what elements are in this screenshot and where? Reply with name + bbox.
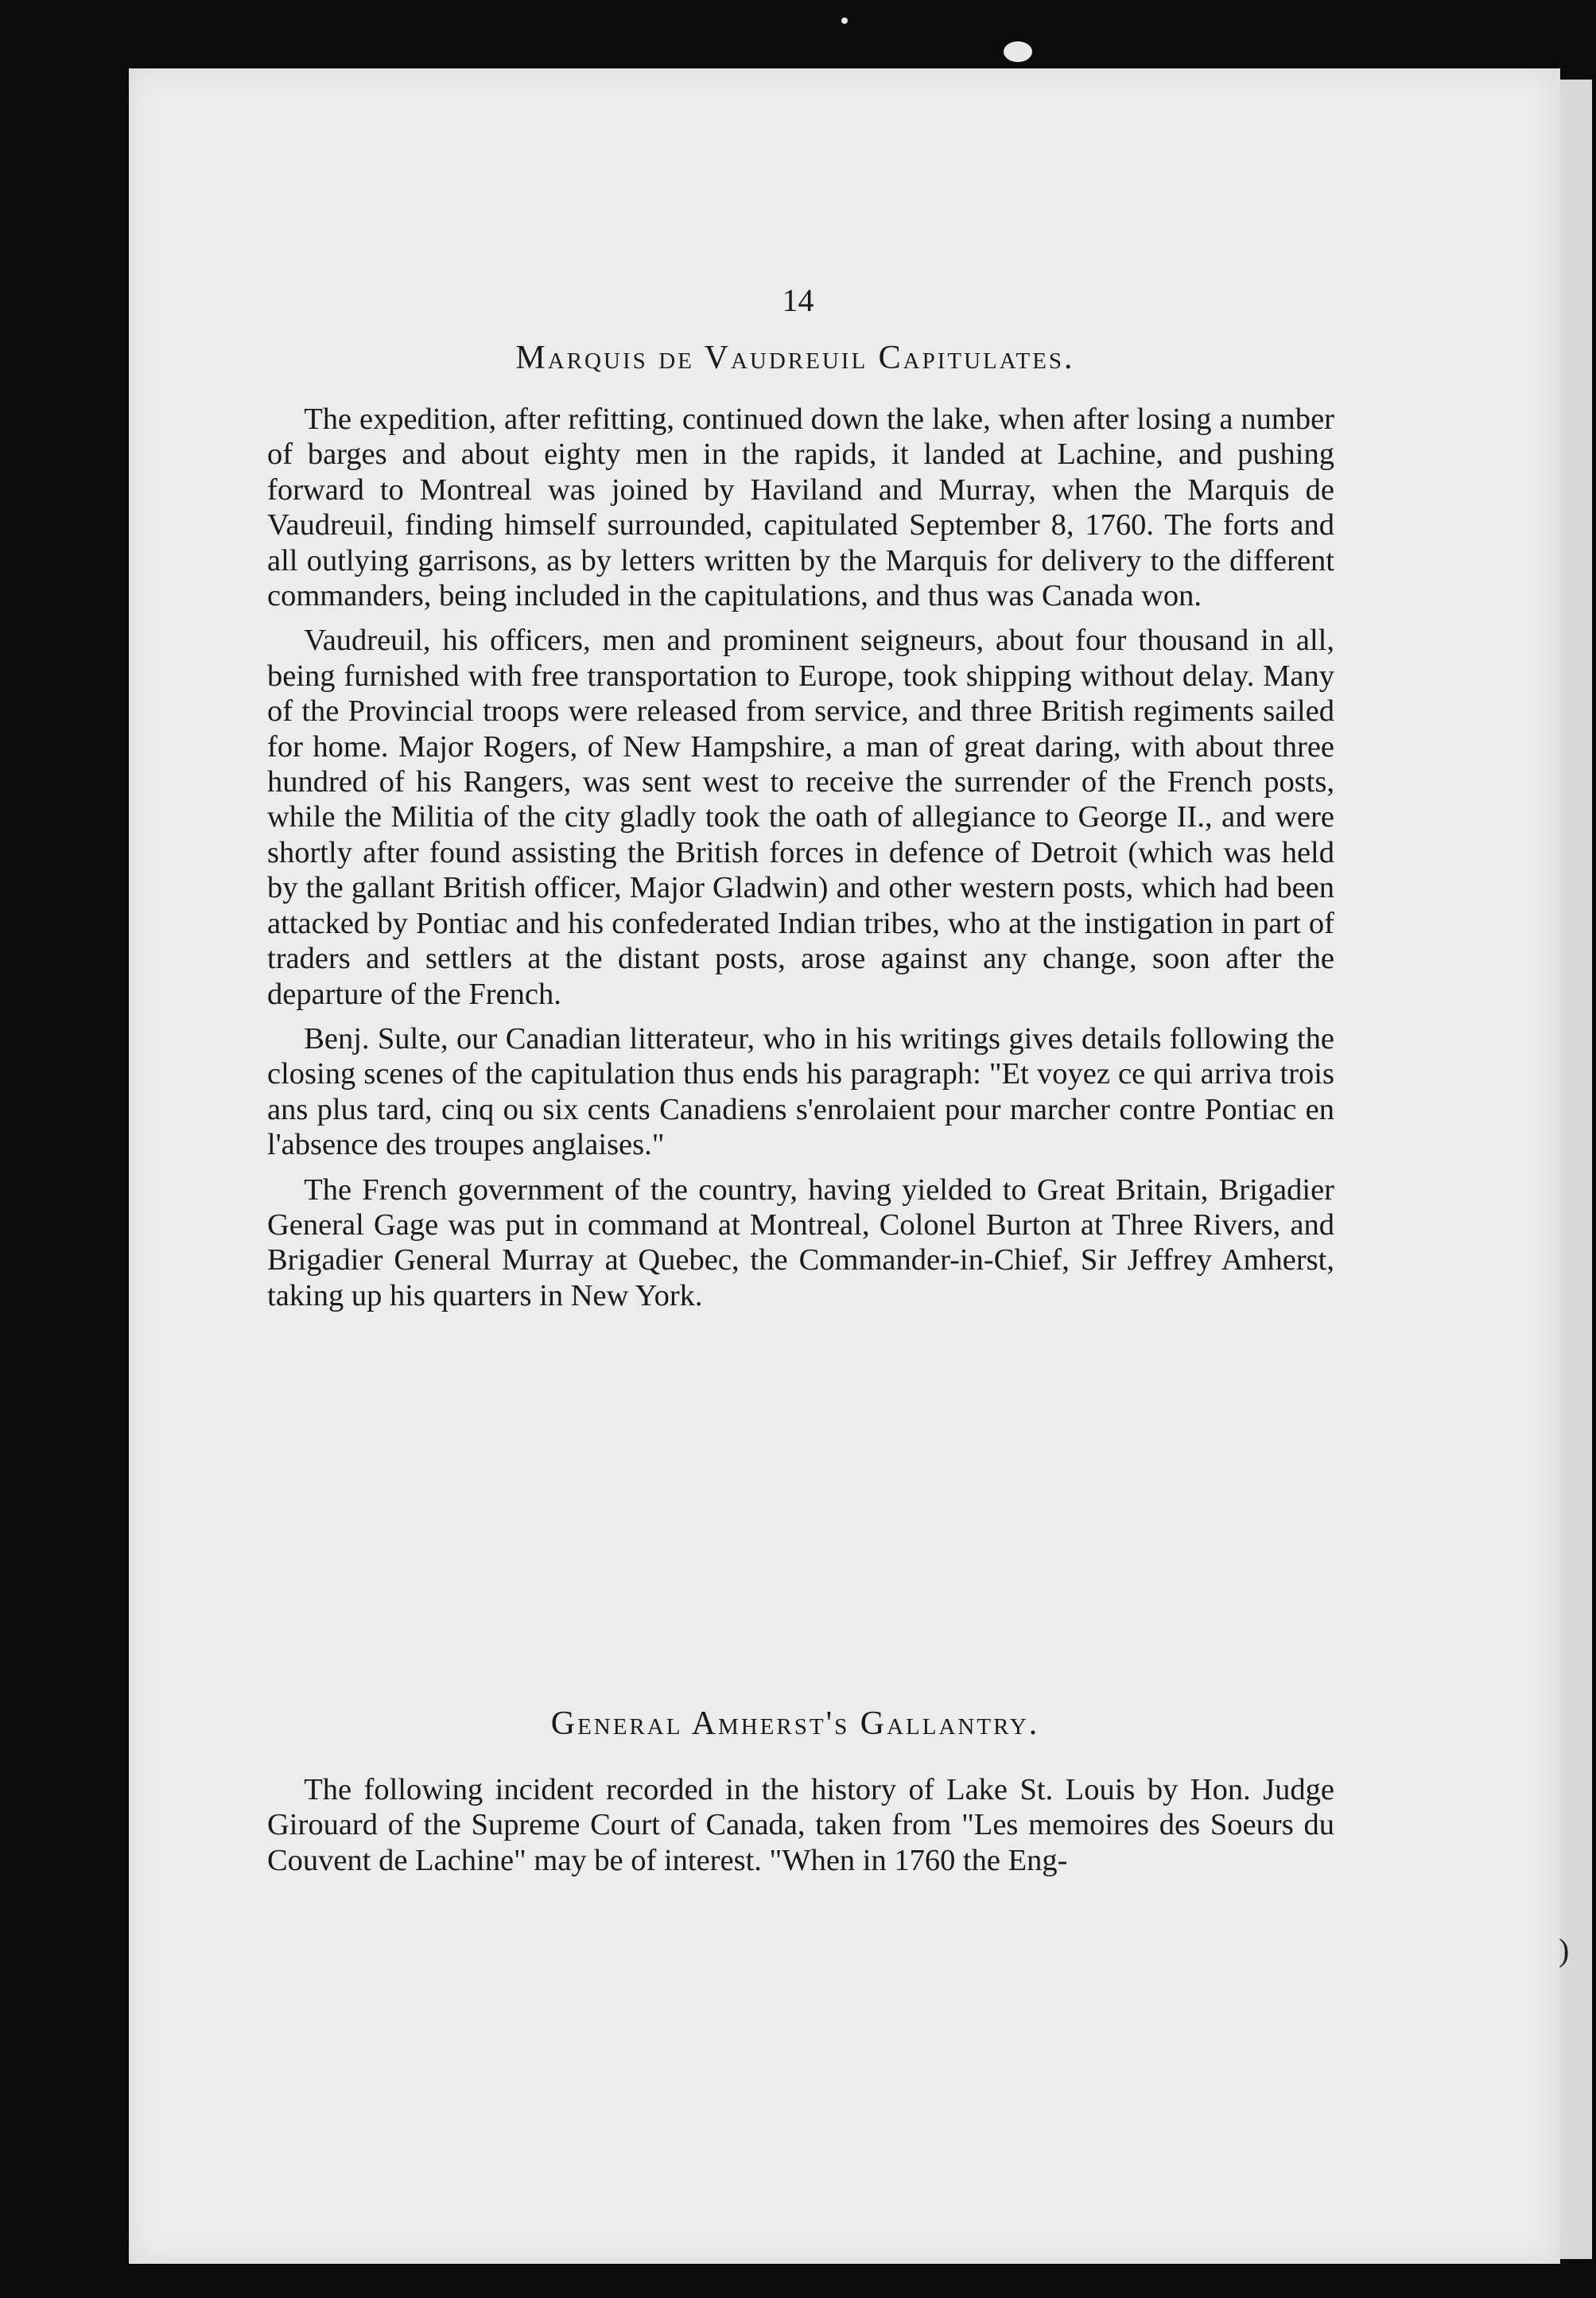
paragraph: The expedition, after refitting, continued down the lake, when after losing a number of barges and about eighty men in the rapids, it landed at Lachine, and pushing forward to Montreal was joined by Haviland and Murray, when the Marquis de Vaudreuil, finding himself surrounded, capitulated September 8, 1760. The forts and all outlying garrisons, as by letters written by the Marquis for delivery to the different commanders, being included in the capitulations, and thus was Canada won. — [267, 402, 1334, 613]
page-number: 14 — [782, 282, 814, 318]
paragraph: The following incident recorded in the history of Lake St. Louis by Hon. Judge Girouard of the Supreme Court of Canada, taken from "Les memoires des Soeurs du Couvent de Lachine" may be of interest. "When in 1760 the Eng- — [267, 1773, 1334, 1877]
paragraph: Benj. Sulte, our Canadian litterateur, who in his writings gives details following the closing scenes of the capitulation thus ends his paragraph: "Et voyez ce qui arriva trois ans plus tard, cinq ou six cents Canadiens s'enrolaient pour marcher contre Pontiac en l'absence des troupes anglaises." — [267, 1021, 1334, 1162]
section-heading: General Amherst's Gallantry. — [550, 1705, 1040, 1742]
section-body — [267, 1772, 1334, 1878]
paragraph: Vaudreuil, his officers, men and prominent seigneurs, about four thousand in all, being furnished with free transportation to Europe, took shipping without delay. Many of the Provincial troops were released from service, and three British regiments sailed for home. Major Rogers, of New Hampshire, a man of great daring, with about three hundred of his Rangers, was sent west to receive the surrender of the French posts, while the Militia of the city gladly took the oath of allegiance to George II., and were shortly after found assisting the British forces in defence of Detroit (which was held by the gallant British officer, Major Gladwin) and other western posts, which had been attacked by Pontiac and his confederated Indian tribes, who at the instigation in part of traders and settlers at the distant posts, arose against any change, soon after the departure of the French. — [267, 624, 1334, 1011]
dust-speck — [841, 17, 848, 24]
paragraph: The French government of the country, having yielded to Great Britain, Brigadier General Gage was put in command at Montreal, Colonel Burton at Three Rivers, and Brigadier General Murray at Quebec, the Commander-in-Chief, Sir Jeffrey Amherst, taking up his quarters in New York. — [267, 1172, 1334, 1312]
margin-mark: ) — [1559, 1932, 1570, 1968]
section-body — [267, 402, 1334, 1313]
dust-speck — [1004, 41, 1032, 62]
section-heading: Marquis de Vaudreuil Capitulates. — [515, 340, 1075, 376]
